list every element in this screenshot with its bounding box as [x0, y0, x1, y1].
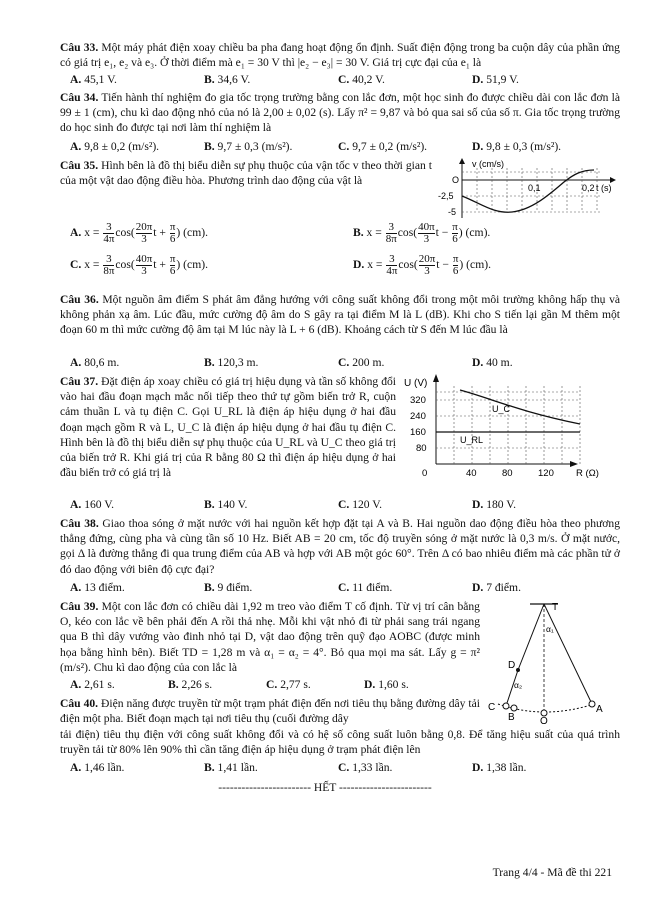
bob-c	[503, 703, 509, 709]
bob-b	[511, 705, 517, 711]
question-text: Một con lắc đơn có chiều dài 1,92 m treo vào điểm T cố định. Từ vị trí cân bằng O, kéo con lắc về bên phải đến A rồi thả nhẹ. Mỗi khi vật nhỏ đi từ phải sang trái ngang qua B thì dây vướng vào đinh nhỏ tại D, vật dao động trên quỹ đạo AOBC (được minh họa bằng hình bên). Biết TD = 1,28 m và α₁ = α₂ = 4°. Bỏ qua mọi ma sát. Lấy g = π² (m/s²). Chu kì dao động của con lắc là	[60, 600, 480, 674]
url-label: U_RL	[460, 435, 484, 445]
option-b[interactable]: B. x = $\frac{3}{8\pi}$ cos( $\frac{40\pi}{3}$ t − $\frac{\pi}{6}$ ) (cm).	[353, 221, 491, 245]
point-b: B	[508, 712, 515, 723]
question-text: Giao thoa sóng ở mặt nước với hai nguồn kết hợp đặt tại A và B. Hai nguồn dao động điều hòa theo phương thẳng đứng, cùng pha và cùng tần số 10 Hz. Biết AB = 20 cm, tốc độ truyền sóng ở mặt nước là 0,3 m/s. Ở mặt nước, gọi Δ là đường thẳng đi qua trung điểm của AB và hợp với AB một góc 60°. Trên Δ có bao nhiêu điểm mà các phần tử ở đó dao động với biên độ cực đại?	[60, 517, 620, 576]
option-d[interactable]: D. x = $\frac{3}{4\pi}$ cos( $\frac{20\pi}{3}$ t − $\frac{\pi}{6}$ ) (cm).	[353, 253, 491, 277]
tick-x-80: 80	[502, 468, 513, 479]
option-b[interactable]: B. 120,3 m.	[204, 356, 259, 369]
q35-options	[70, 222, 620, 290]
option-c[interactable]: C. 2,77 s.	[266, 678, 311, 691]
pendulum-figure	[484, 596, 612, 726]
question-40-part1	[60, 696, 480, 726]
option-b[interactable]: B. 1,41 lần.	[204, 761, 258, 774]
tick-y-80: 80	[416, 443, 427, 454]
question-33	[60, 40, 620, 70]
question-label: Câu 37.	[60, 375, 99, 388]
y-label: U (V)	[404, 378, 428, 389]
bob-a	[589, 701, 595, 707]
question-label: Câu 34.	[60, 91, 99, 104]
question-label: Câu 33.	[60, 41, 99, 54]
option-a[interactable]: A. 160 V.	[70, 498, 115, 511]
angle-alpha2: α₂	[514, 680, 523, 690]
option-c[interactable]: C. 11 điểm.	[338, 581, 393, 594]
point-d: D	[508, 660, 516, 671]
option-c[interactable]: C. x = $\frac{3}{8\pi}$ cos( $\frac{40\pi}{3}$ t + $\frac{\pi}{6}$ ) (cm).	[70, 253, 208, 277]
question-text: Đặt điện áp xoay chiều có giá trị hiệu dụng và tần số không đổi vào hai đầu đoạn mạch mắc nối tiếp theo thứ tự gồm biến trở R, cuộn cảm thuần L và tụ điện C. Gọi U_RL là điện áp hiệu dụng ở hai đầu đoạn mạch gồm R và L, U_C là điện áp hiệu dụng ở hai đầu tụ điện C. Hình bên là đồ thị biểu diễn sự phụ thuộc của U_RL và U_C theo giá trị của biến trở R. Khi giá trị của R bằng 80 Ω thì điện áp hiệu dụng ở hai đầu biến trở có giá trị là	[60, 375, 397, 480]
option-b[interactable]: B. 9 điểm.	[204, 581, 253, 594]
tick-x-120: 120	[538, 468, 554, 479]
point-o: O	[540, 716, 548, 726]
option-b[interactable]: B. 9,7 ± 0,3 (m/s²).	[204, 140, 293, 153]
question-39	[60, 599, 480, 675]
question-text: tải điện) tiêu thụ điện với công suất không đổi và có hệ số công suất luôn bằng 0,8. Để tăng hiệu suất của quá trình truyền tải từ 80% lên 90% thì cần tăng điện áp hiệu dụng ở trạm phát điện lên	[60, 728, 620, 757]
option-a[interactable]: A. 45,1 V.	[70, 73, 117, 86]
tick-y-320: 320	[410, 395, 426, 406]
y-axis-arrow	[459, 158, 465, 164]
point-t: T	[552, 602, 559, 613]
question-34	[60, 90, 620, 136]
question-40-part2	[60, 727, 620, 757]
option-c[interactable]: C. 40,2 V.	[338, 73, 385, 86]
question-text: Điện năng được truyền từ một trạm phát điện đến nơi tiêu thụ bằng đường dây tải điện một pha. Biết đoạn mạch tại nơi tiêu thụ (cuối đường dây	[60, 697, 480, 726]
option-d[interactable]: D. 1,60 s.	[364, 678, 409, 691]
y-axis-arrow	[433, 374, 439, 382]
point-a: A	[596, 704, 603, 715]
option-a[interactable]: A. 80,6 m.	[70, 356, 120, 369]
grid	[436, 386, 580, 464]
option-d[interactable]: D. 1,38 lần.	[472, 761, 527, 774]
velocity-time-graph	[432, 158, 620, 220]
uc-label: U_C	[492, 404, 511, 414]
option-b[interactable]: B. 2,26 s.	[168, 678, 213, 691]
question-text: Một nguồn âm điểm S phát âm đẳng hướng với công suất không đổi trong một môi trường không hấp thụ và không phản xạ âm. Lúc đầu, mức cường độ âm do S gây ra tại điểm M là L (dB). Khi cho S tiến lại gần M thêm một đoạn 60 m thì mức cường độ âm tại M lúc này là L + 6 (dB). Khoảng cách từ S đến M lúc đầu là	[60, 293, 621, 337]
tick-y-a: -2,5	[438, 191, 454, 201]
string-to-a	[544, 604, 592, 704]
point-c: C	[488, 702, 496, 713]
question-label: Câu 40.	[60, 697, 99, 710]
y-label: v (cm/s)	[472, 159, 504, 169]
option-a[interactable]: A. 9,8 ± 0,2 (m/s²).	[70, 140, 160, 153]
question-label: Câu 36.	[60, 293, 99, 306]
option-d[interactable]: D. 51,9 V.	[472, 73, 519, 86]
angle-alpha1: α₁	[546, 624, 554, 634]
question-label: Câu 35.	[60, 159, 99, 172]
option-c[interactable]: C. 9,7 ± 0,2 (m/s²).	[338, 140, 428, 153]
tick-y-b: -5	[448, 207, 457, 217]
question-label: Câu 38.	[60, 517, 99, 530]
option-d[interactable]: D. 40 m.	[472, 356, 513, 369]
x-label: R (Ω)	[576, 468, 599, 479]
x-label: t (s)	[596, 183, 612, 193]
question-35	[60, 158, 432, 188]
question-text: Hình bên là đồ thị biểu diễn sự phụ thuộc của vận tốc v theo thời gian t của một vật dao động điều hòa. Phương trình dao động của vật là	[60, 159, 432, 188]
end-mark: ------------------------ HẾT ------------------------	[218, 781, 432, 794]
page-footer: Trang 4/4 - Mã đề thi 221	[492, 866, 612, 879]
option-a[interactable]: A. 1,46 lần.	[70, 761, 125, 774]
tick-x-2: 0,2	[582, 183, 595, 193]
option-c[interactable]: C. 1,33 lần.	[338, 761, 393, 774]
option-d[interactable]: D. 9,8 ± 0,3 (m/s²).	[472, 140, 562, 153]
origin-label: O	[452, 175, 460, 185]
question-37	[60, 374, 396, 480]
option-b[interactable]: B. 34,6 V.	[204, 73, 251, 86]
option-a[interactable]: A. 2,61 s.	[70, 678, 115, 691]
tick-x-0: 0	[422, 468, 428, 479]
option-d[interactable]: D. 7 điểm.	[472, 581, 521, 594]
x-axis-arrow	[570, 461, 578, 467]
tick-x-1: 0,1	[528, 183, 541, 193]
tick-y-160: 160	[410, 427, 426, 438]
option-a[interactable]: A. x = $\frac{3}{4\pi}$ cos( $\frac{20\pi}{3}$ t + $\frac{\pi}{6}$ ) (cm).	[70, 221, 208, 245]
option-c[interactable]: C. 120 V.	[338, 498, 383, 511]
option-c[interactable]: C. 200 m.	[338, 356, 385, 369]
option-d[interactable]: D. 180 V.	[472, 498, 517, 511]
voltage-resistance-graph	[400, 372, 622, 482]
question-label: Câu 39.	[60, 600, 99, 613]
option-a[interactable]: A. 13 điểm.	[70, 581, 125, 594]
question-text: Tiến hành thí nghiệm đo gia tốc trọng trường bằng con lắc đơn, một học sinh đo được chiều dài con lắc đơn là 99 ± 1 (cm), chu kì dao động nhỏ của nó là 2,00 ± 0,02 (s). Lấy π² = 9,87 và bỏ qua sai số của số π. Gia tốc trọng trường do học sinh đo được tại nơi làm thí nghiệm là	[60, 91, 620, 135]
tick-x-40: 40	[466, 468, 477, 479]
option-b[interactable]: B. 140 V.	[204, 498, 248, 511]
tick-y-240: 240	[410, 411, 426, 422]
question-text: Một máy phát điện xoay chiều ba pha đang hoạt động ổn định. Suất điện động trong ba cuộn dây của phần ứng có giá trị e₁, e₂ và e₃. Ở thời điểm mà e₁ = 30 V thì |e₂ − e₃| = 30 V. Giá trị cực đại của e₁ là	[60, 41, 620, 70]
nail-d	[516, 668, 520, 672]
question-36	[60, 292, 620, 338]
question-38	[60, 516, 620, 577]
string-to-d	[518, 604, 544, 670]
